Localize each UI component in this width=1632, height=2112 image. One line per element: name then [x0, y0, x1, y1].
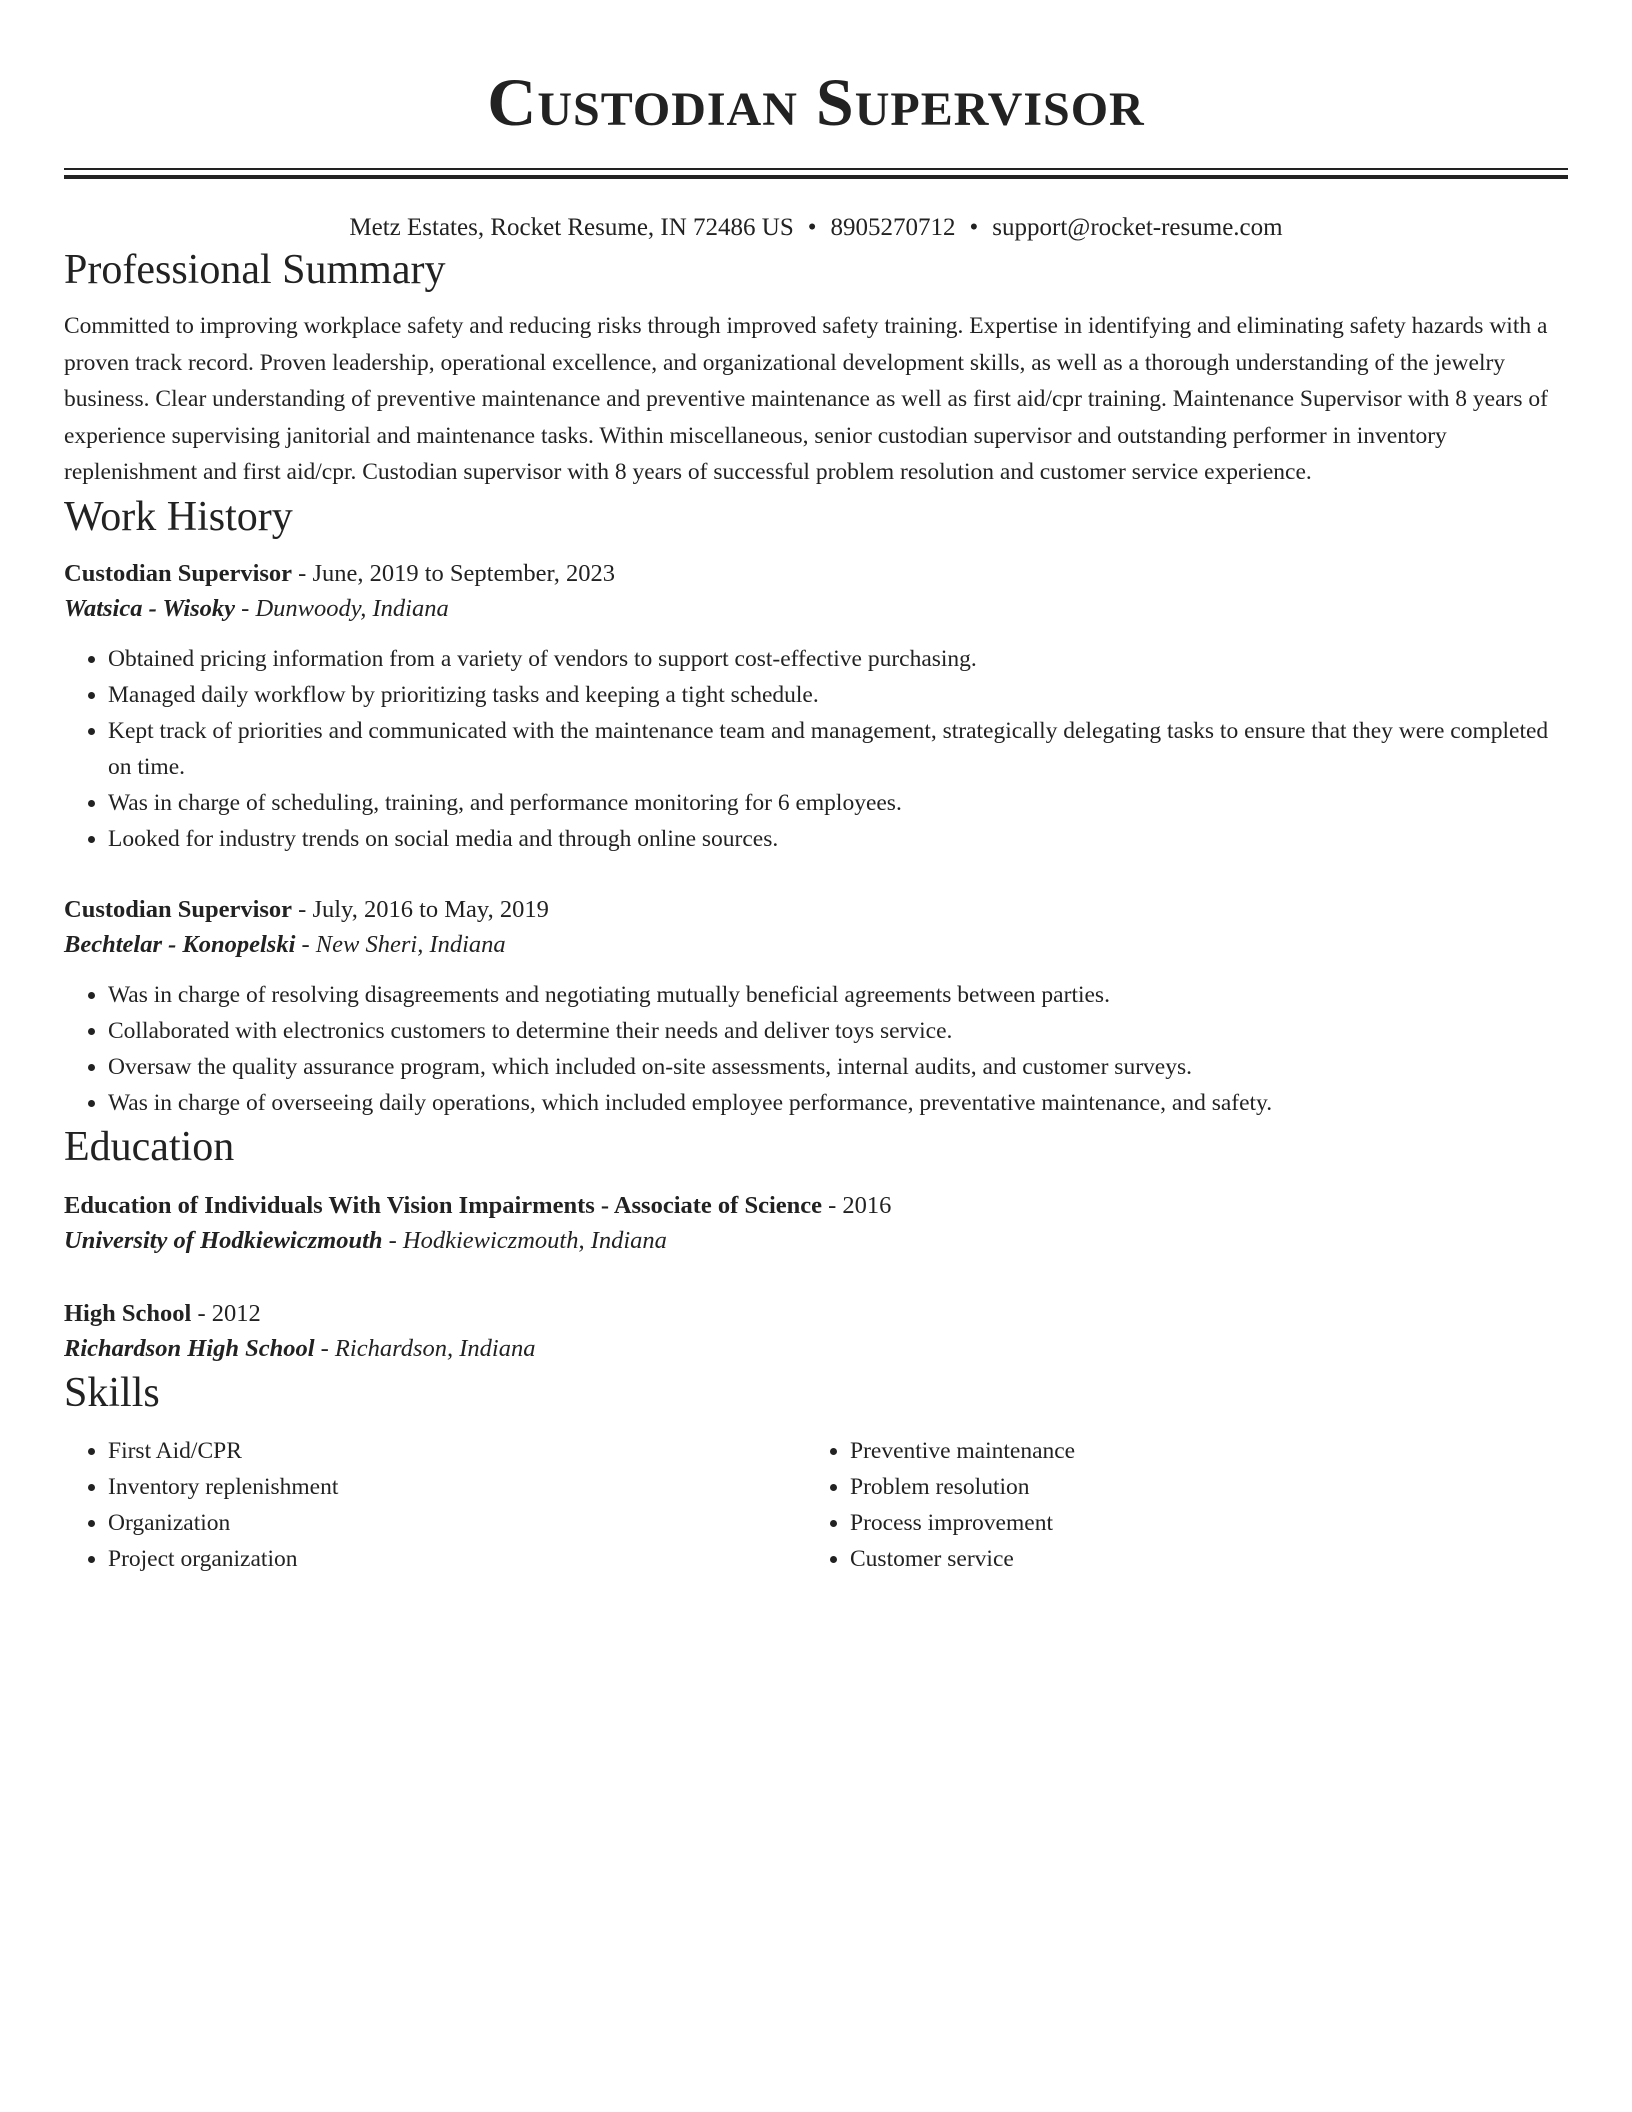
skill-item: • Customer service	[850, 1541, 1548, 1577]
contact-line	[64, 212, 1568, 244]
contact-email: support@rocket-resume.com	[992, 214, 1283, 241]
education-school-line	[64, 1223, 1568, 1259]
skill-item: • Problem resolution	[850, 1469, 1548, 1505]
list-item: • Kept track of priorities and communicated with the maintenance team and management, strategically delegating tasks to ensure that they were completed on time.	[108, 713, 1568, 785]
skills-list	[806, 1433, 1548, 1577]
list-item: • Managed daily workflow by prioritizing tasks and keeping a tight schedule.	[108, 677, 1568, 713]
skills-heading: Skills	[64, 1369, 160, 1416]
education-year: - 2012	[191, 1299, 261, 1327]
skills-list	[64, 1433, 806, 1577]
contact-phone: 8905270712	[830, 214, 956, 241]
contact-separator: •	[807, 214, 817, 241]
list-item: • Was in charge of scheduling, training, and performance monitoring for 6 employees.	[108, 785, 1568, 821]
education-degree: Education of Individuals With Vision Impairments - Associate of Science	[64, 1191, 823, 1219]
job-company: Watsica - Wisoky	[64, 594, 236, 622]
job-company-line	[64, 927, 1568, 963]
work-history-heading: Work History	[64, 493, 293, 540]
job-bullets	[64, 641, 1568, 857]
education-entry	[64, 1189, 1568, 1259]
education-location: - Hodkiewiczmouth, Indiana	[382, 1226, 667, 1254]
skill-item: • Organization	[108, 1505, 806, 1541]
list-item: • Was in charge of overseeing daily operations, which included employee performance, preventative maintenance, and safety.	[108, 1085, 1568, 1121]
education-degree: High School	[64, 1299, 192, 1327]
candidate-name: Custodian Supervisor	[487, 64, 1145, 140]
job-title: Custodian Supervisor	[64, 895, 293, 923]
education-degree-line	[64, 1297, 1568, 1331]
education-location: - Richardson, Indiana	[314, 1334, 536, 1362]
contact-address: Metz Estates, Rocket Resume, IN 72486 US	[349, 214, 794, 241]
education-year: - 2016	[822, 1191, 892, 1219]
education-entry	[64, 1297, 1568, 1367]
job-location: - New Sheri, Indiana	[295, 930, 506, 958]
job-bullets	[64, 977, 1568, 1121]
job-title-line	[64, 893, 1568, 927]
education-heading: Education	[64, 1123, 235, 1170]
header-divider	[64, 168, 1568, 179]
contact-separator: •	[969, 214, 979, 241]
skills-column-left	[64, 1433, 806, 1577]
education-school-line	[64, 1331, 1568, 1367]
skills-column-right	[806, 1433, 1548, 1577]
job-title-line	[64, 557, 1568, 591]
education-school: Richardson High School	[64, 1334, 315, 1362]
job-dates: - July, 2016 to May, 2019	[292, 895, 549, 923]
skills-grid	[64, 1433, 1568, 1577]
list-item: • Was in charge of resolving disagreements and negotiating mutually beneficial agreements between parties.	[108, 977, 1568, 1013]
job-entry	[64, 893, 1568, 1121]
list-item: • Obtained pricing information from a variety of vendors to support cost-effective purchasing.	[108, 641, 1568, 677]
list-item: • Oversaw the quality assurance program, which included on-site assessments, internal audits, and customer surveys.	[108, 1049, 1568, 1085]
skill-item: • Process improvement	[850, 1505, 1548, 1541]
job-company-line	[64, 591, 1568, 627]
job-title: Custodian Supervisor	[64, 559, 293, 587]
skill-item: • Inventory replenishment	[108, 1469, 806, 1505]
summary-text: Committed to improving workplace safety and reducing risks through improved safety training. Expertise in identifying and eliminating safety hazards with a proven track record. Proven leadership, operational excellence, and organizational development skills, as well as a thorough understanding of the jewelry business. Clear understanding of preventive maintenance and preventive maintenance as well as first aid/cpr training. Maintenance Supervisor with 8 years of experience supervising janitorial and maintenance tasks. Within miscellaneous, senior custodian supervisor and outstanding performer in inventory replenishment and first aid/cpr. Custodian supervisor with 8 years of successful problem resolution and customer service experience.	[64, 313, 1548, 485]
job-company: Bechtelar - Konopelski	[64, 930, 296, 958]
job-entry	[64, 557, 1568, 857]
skill-item: • Preventive maintenance	[850, 1433, 1548, 1469]
job-location: - Dunwoody, Indiana	[235, 594, 449, 622]
skill-item: • Project organization	[108, 1541, 806, 1577]
education-school: University of Hodkiewiczmouth	[64, 1226, 383, 1254]
list-item: • Looked for industry trends on social media and through online sources.	[108, 821, 1568, 857]
education-degree-line	[64, 1189, 1568, 1223]
list-item: • Collaborated with electronics customers to determine their needs and deliver toys service.	[108, 1013, 1568, 1049]
skill-item: • First Aid/CPR	[108, 1433, 806, 1469]
summary-heading: Professional Summary	[64, 247, 446, 293]
job-dates: - June, 2019 to September, 2023	[292, 559, 615, 587]
